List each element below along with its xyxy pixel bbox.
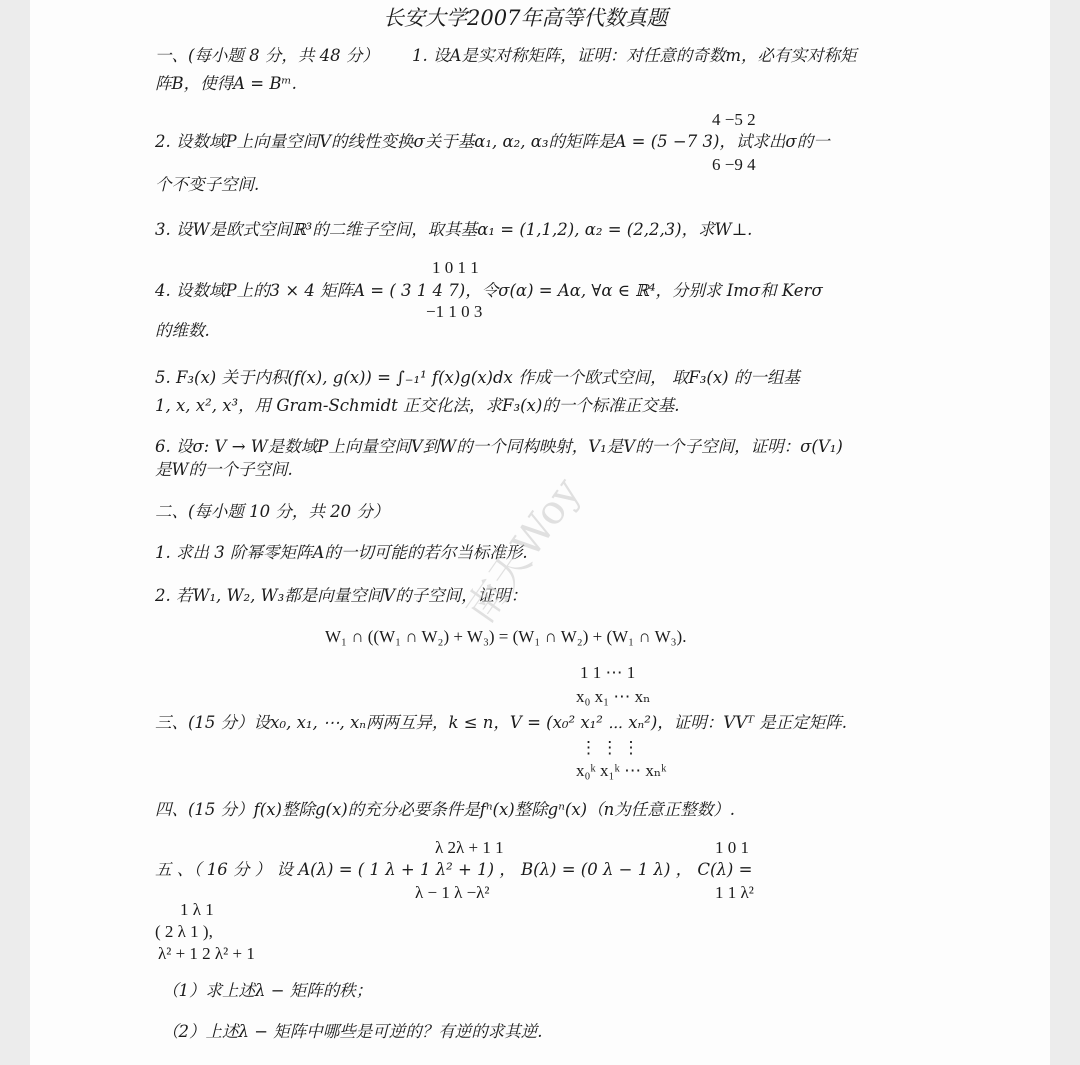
question-1-5-line-1: 5. F₃(x) 关于内积(f(x), g(x)) = ∫₋₁¹ f(x)g(x)dx 作成一个欧式空间， 取F₃(x) 的一组基: [155, 368, 800, 387]
question-1-2-matrix-row-3: 6 −9 4: [712, 155, 756, 174]
question-1-1-line-1: 1. 设A是实对称矩阵，证明：对任意的奇数m，必有实对称矩: [412, 46, 857, 65]
section-5-b-matrix-row-1: 1 0 1: [715, 838, 749, 857]
question-1-3: 3. 设W是欧式空间ℝ³的二维子空间，取其基α₁ = (1,1,2), α₂ = (2,2,3)，求W⊥.: [155, 220, 753, 239]
question-1-6-line-1: 6. 设σ: V → W是数域P上向量空间V到W的一个同构映射，V₁是V的一个子空间，证明：σ(V₁): [155, 437, 843, 456]
section-5-c-matrix-row-3: λ² + 1 2 λ² + 1: [158, 944, 255, 963]
section-1-header: 一、(每小题 8 分，共 48 分）: [155, 46, 379, 65]
question-1-2-line-2: 个不变子空间.: [155, 175, 260, 194]
section-5-part-2: （2）上述λ − 矩阵中哪些是可逆的？有逆的求其逆.: [162, 1022, 543, 1041]
section-5-c-matrix-row-2: ( 2 λ 1 ),: [155, 922, 213, 941]
question-1-4-matrix-row-1: 1 0 1 1: [432, 258, 479, 277]
section-5-c-matrix-row-1: 1 λ 1: [180, 900, 214, 919]
section-5-a-matrix-row-3: λ − 1 λ −λ²: [415, 883, 490, 902]
section-5-part-1: （1）求上述λ − 矩阵的秩；: [162, 981, 373, 1000]
section-3-question: 三、(15 分）设x₀, x₁, ⋯, xₙ两两互异，k ≤ n，V = (x₀² x₁² ⋯ xₙ²)，证明：VVᵀ 是正定矩阵.: [155, 713, 848, 732]
section-2-header: 二、(每小题 10 分，共 20 分）: [155, 502, 390, 521]
section-5-b-matrix-row-3: 1 1 λ²: [715, 883, 754, 902]
question-1-5-line-2: 1, x, x², x³，用 Gram-Schmidt 正交化法，求F₃(x)的一个标准正交基.: [155, 396, 680, 415]
section-3-matrix-row-5: x₀ᵏ x₁ᵏ ⋯ xₙᵏ: [576, 761, 667, 780]
section-4-question: 四、(15 分）f(x)整除g(x)的充分必要条件是fⁿ(x)整除gⁿ(x)（n为任意正整数）.: [155, 800, 735, 819]
question-1-2-matrix-row-1: 4 −5 2: [712, 110, 756, 129]
question-1-2-line-1: 2. 设数域P上向量空间V的线性变换σ关于基α₁, α₂, α₃的矩阵是A = (5 −7 3)，试求出σ的一: [155, 132, 830, 151]
section-3-matrix-row-4: ⋮ ⋮ ⋮: [580, 738, 640, 757]
section-5-question: 五 、（ 16 分 ） 设 A(λ) = ( 1 λ + 1 λ² + 1) ， B(λ) = (0 λ − 1 λ) ， C(λ) =: [155, 860, 753, 879]
page-title: 长安大学2007年高等代数真题: [383, 6, 668, 30]
question-1-4-line-2: 的维数.: [155, 321, 210, 340]
question-1-6-line-2: 是W的一个子空间.: [155, 460, 293, 479]
watermark: 南天Woy: [457, 469, 590, 632]
question-1-4-matrix-row-3: −1 1 0 3: [426, 302, 483, 321]
question-2-2: 2. 若W₁, W₂, W₃都是向量空间V的子空间，证明：: [155, 586, 528, 605]
section-5-a-matrix-row-1: λ 2λ + 1 1: [435, 838, 504, 857]
question-2-2-equation: W₁ ∩ ((W₁ ∩ W₂) + W₃) = (W₁ ∩ W₂) + (W₁ ∩ W₃).: [325, 627, 687, 646]
section-3-matrix-row-2: x₀ x₁ ⋯ xₙ: [576, 687, 651, 706]
question-1-1-line-2: 阵B，使得A = Bᵐ.: [155, 74, 297, 93]
question-2-1: 1. 求出 3 阶幂零矩阵A的一切可能的若尔当标准形.: [155, 543, 528, 562]
question-1-4-line-1: 4. 设数域P上的3 × 4 矩阵A = ( 3 1 4 7)，令σ(α) = Aα, ∀α ∈ ℝ⁴，分别求 Imσ和 Kerσ: [155, 281, 823, 300]
section-3-matrix-row-1: 1 1 ⋯ 1: [580, 663, 636, 682]
